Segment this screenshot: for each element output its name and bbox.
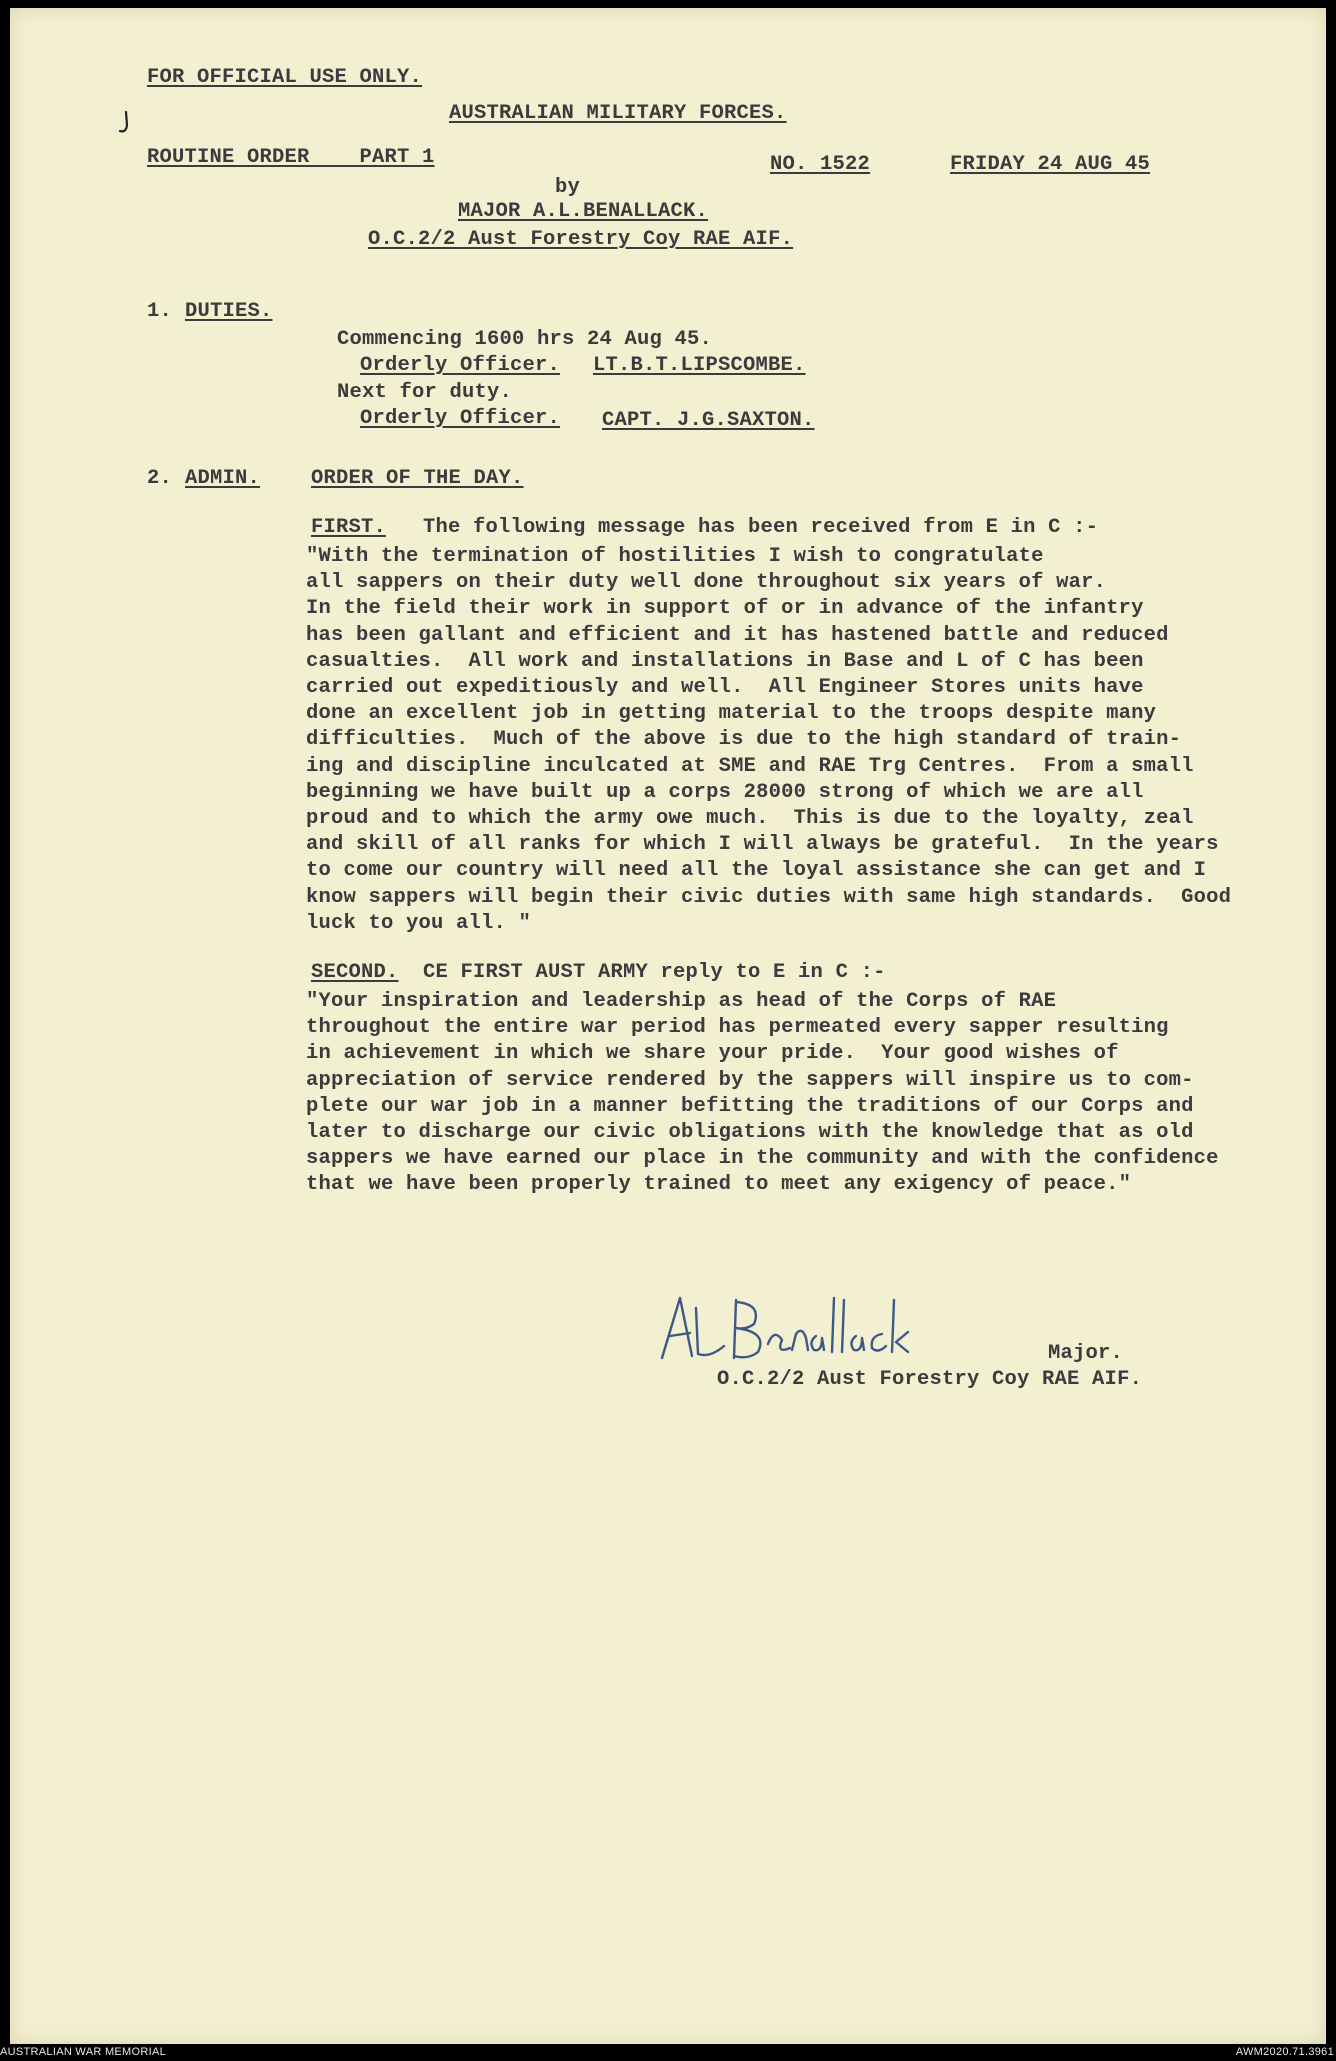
section-number-admin: 2. — [147, 467, 173, 490]
message-line: ing and discipline inculcated at SME and RAE Trg Centres. From a small — [306, 754, 1194, 778]
by-label: by — [555, 176, 581, 199]
footer-attribution: AUSTRALIAN WAR MEMORIAL — [0, 2046, 167, 2058]
duties-heading: DUTIES. — [185, 300, 273, 323]
order-of-the-day: ORDER OF THE DAY. — [311, 467, 524, 490]
message-line: sappers we have earned our place in the community and with the confidence — [306, 1147, 1219, 1171]
first-label: FIRST. — [311, 516, 387, 539]
signatory-rank: Major. — [1048, 1342, 1124, 1365]
issuing-officer: MAJOR A.L.BENALLACK. — [458, 200, 709, 223]
message-line: done an excellent job in getting material to the troops despite many — [306, 702, 1157, 726]
message-line: In the field their work in support of or in advance of the infantry — [306, 597, 1144, 621]
message-line: "With the termination of hostilities I wish to congratulate — [306, 545, 1044, 568]
message-line: proud and to which the army owe much. This is due to the loyalty, zeal — [306, 807, 1194, 830]
message-line: to come our country will need all the loyal assistance she can get and I — [306, 859, 1207, 883]
message-line: luck to you all. " — [306, 911, 532, 935]
message-line: casualties. All work and installations in Base and L of C has been — [306, 649, 1144, 673]
orderly-officer-role-1: Orderly Officer. — [360, 354, 561, 377]
message-line: throughout the entire war period has permeated every sapper resulting — [306, 1016, 1169, 1040]
message-line: later to discharge our civic obligations with the knowledge that as old — [306, 1121, 1194, 1144]
message-line: and skill of all ranks for which I will always be grateful. In the years — [306, 833, 1219, 857]
issuing-unit: O.C.2/2 Aust Forestry Coy RAE AIF. — [368, 228, 794, 251]
orderly-officer-name-1: LT.B.T.LIPSCOMBE. — [593, 354, 806, 377]
handwritten-signature — [650, 1278, 1100, 1378]
message-line: has been gallant and efficient and it has hastened battle and reduced — [306, 623, 1169, 647]
next-for-duty: Next for duty. — [337, 381, 513, 404]
pen-mark — [118, 111, 132, 137]
forces-heading: AUSTRALIAN MILITARY FORCES. — [449, 102, 787, 125]
section-number-duties: 1. — [147, 300, 173, 323]
document-page — [10, 8, 1326, 2044]
message-line: in achievement in which we share your pride. Your good wishes of — [306, 1042, 1119, 1066]
message-line: difficulties. Much of the above is due to the high standard of train- — [306, 728, 1182, 752]
order-date: FRIDAY 24 AUG 45 — [950, 153, 1151, 176]
message-line: plete our war job in a manner befitting the traditions of our Corps and — [306, 1094, 1194, 1118]
second-intro: CE FIRST AUST ARMY reply to E in C :- — [423, 961, 886, 984]
message-line: "Your inspiration and leadership as head of the Corps of RAE — [306, 990, 1057, 1013]
official-use-heading: FOR OFFICIAL USE ONLY. — [147, 66, 423, 89]
message-line: know sappers will begin their civic duties with same high standards. Good — [306, 885, 1232, 909]
message-line: beginning we have built up a corps 28000 strong of which we are all — [306, 780, 1144, 804]
signatory-unit: O.C.2/2 Aust Forestry Coy RAE AIF. — [717, 1368, 1143, 1391]
admin-heading: ADMIN. — [185, 467, 261, 490]
order-number: NO. 1522 — [770, 153, 871, 176]
orderly-officer-name-2: CAPT. J.G.SAXTON. — [602, 409, 815, 432]
duties-commencing: Commencing 1600 hrs 24 Aug 45. — [337, 328, 713, 351]
message-line: appreciation of service rendered by the sappers will inspire us to com- — [306, 1068, 1194, 1092]
message-line: carried out expeditiously and well. All Engineer Stores units have — [306, 676, 1144, 699]
second-label: SECOND. — [311, 961, 399, 984]
message-line: that we have been properly trained to meet any exigency of peace." — [306, 1173, 1132, 1197]
message-line: all sappers on their duty well done throughout six years of war. — [306, 571, 1107, 595]
footer-reference: AWM2020.71.3961 — [1235, 2046, 1334, 2058]
routine-order-label: ROUTINE ORDER PART 1 — [147, 146, 435, 169]
orderly-officer-role-2: Orderly Officer. — [360, 407, 561, 430]
first-intro: The following message has been received from E in C :- — [423, 516, 1099, 539]
